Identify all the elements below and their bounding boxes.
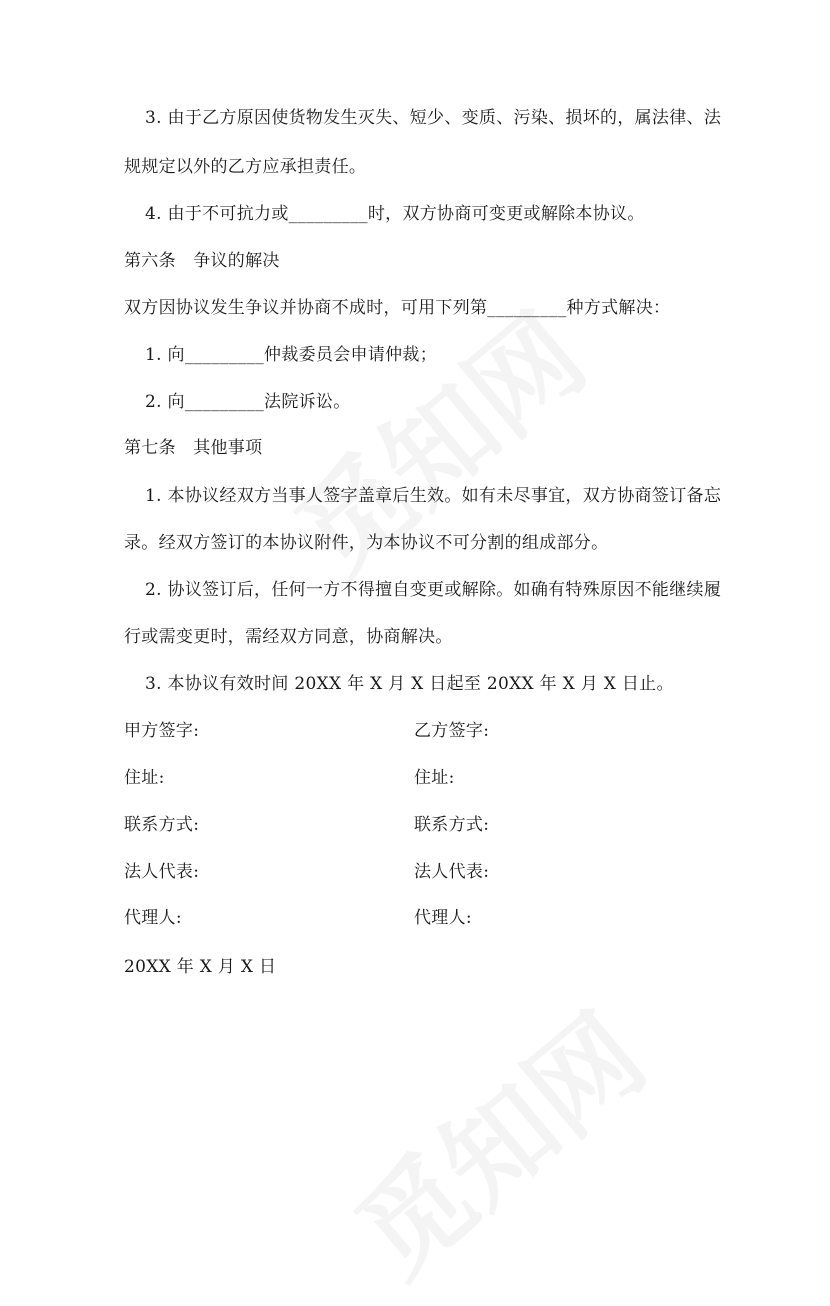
party-a-legal-rep-label: 法人代表: [124, 862, 200, 882]
clause-7-3: 3. 本协议有效时间 20XX 年 X 月 X 日起至 20XX 年 X 月 X 日止。 [145, 674, 674, 694]
clause-5-4: 4. 由于不可抗力或_________时，双方协商可变更或解除本协议。 [145, 204, 645, 224]
party-b-sign-label: 乙方签字: [414, 721, 490, 741]
party-a-agent-label: 代理人: [124, 908, 182, 928]
party-a-sign-label: 甲方签字: [124, 721, 200, 741]
signature-date: 20XX 年 X 月 X 日 [124, 957, 277, 977]
watermark-bottom [318, 972, 672, 1305]
section-7-title: 第七条 其他事项 [124, 438, 263, 458]
clause-7-1-line-1: 1. 本协议经双方当事人签字盖章后生效。如有未尽事宜，双方协商签订备忘 [145, 486, 722, 506]
clause-5-3-line-2: 规规定以外的乙方应承担责任。 [124, 157, 367, 177]
party-b-contact-label: 联系方式: [414, 815, 490, 835]
party-b-address-label: 住址: [414, 768, 455, 788]
clause-6-2: 2. 向_________法院诉讼。 [145, 392, 351, 412]
clause-7-2-line-2: 行或需变更时，需经双方同意，协商解决。 [124, 627, 453, 647]
clause-7-1-line-2: 录。经双方签订的本协议附件，为本协议不可分割的组成部分。 [124, 533, 609, 553]
watermark [258, 272, 612, 605]
clause-5-3-line-1: 3. 由于乙方原因使货物发生灭失、短少、变质、污染、损坏的，属法律、法 [145, 108, 722, 128]
party-a-address-label: 住址: [124, 768, 165, 788]
party-b-agent-label: 代理人: [414, 908, 472, 928]
clause-6-1: 1. 向_________仲裁委员会申请仲裁； [145, 345, 438, 365]
section-6-title: 第六条 争议的解决 [124, 251, 280, 271]
party-b-legal-rep-label: 法人代表: [414, 862, 490, 882]
party-a-contact-label: 联系方式: [124, 815, 200, 835]
clause-7-2-line-1: 2. 协议签订后，任何一方不得擅自变更或解除。如确有特殊原因不能继续履 [145, 580, 722, 600]
section-6-intro: 双方因协议发生争议并协商不成时，可用下列第_________种方式解决： [124, 298, 671, 318]
